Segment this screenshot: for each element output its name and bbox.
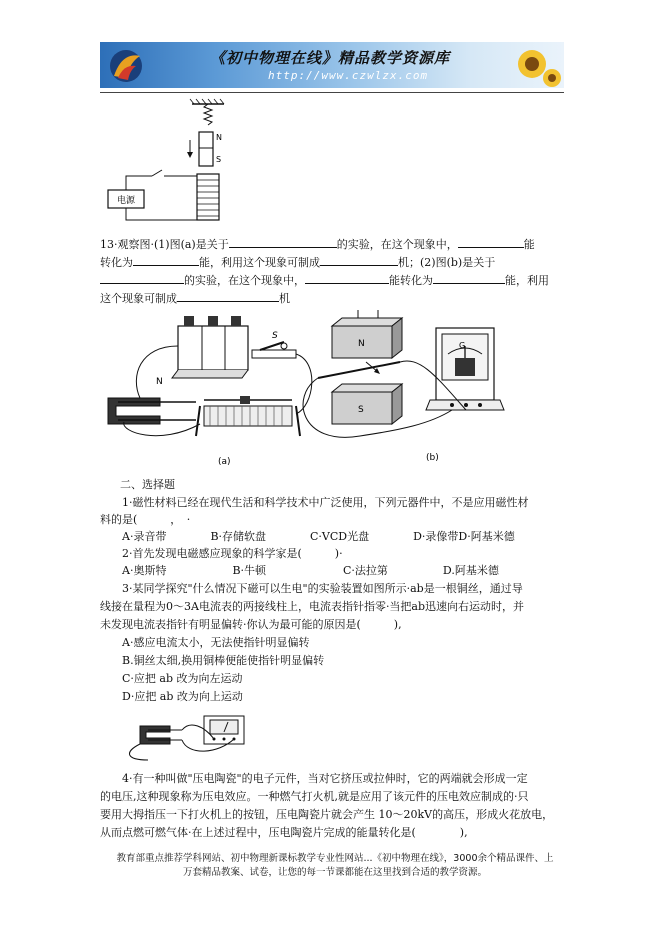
q3-line3: 未发现电流表指针有明显偏转·你认为最可能的原因是( ), (100, 618, 402, 631)
footer-line1: 教育部重点推荐学科网站、初中物理新课标教学专业性网站...《初中物理在线》，3000余个精品课件、上 (116, 853, 554, 864)
q4-line1: 4·有一种叫做"压电陶瓷"的电子元件，当对它挤压或拉伸时，它的两端就会形成一定 (122, 772, 528, 785)
q4-line4: 从而点燃可燃气体·在上述过程中，压电陶瓷片完成的能量转化是( ), (100, 826, 468, 839)
galvanometer-icon (426, 328, 504, 410)
page-footer (100, 852, 570, 880)
q3-option-b: B.铜丝太细,换用铜棒便能使指针明显偏转 (122, 654, 325, 667)
magnet-block-n-icon (332, 318, 402, 358)
q3-option-c: C·应把 ab 改为向左运动 (122, 672, 243, 685)
figure-q3-apparatus (118, 708, 258, 766)
magnet-a-n-label: N (156, 377, 163, 387)
magnet-s-label: S (216, 155, 222, 164)
switch-s-label: S (272, 331, 278, 341)
q3-line2: 线接在量程为0～3A电流表的两接线柱上，电流表指针指零·当把ab迅速向右运动时，并 (100, 600, 525, 613)
q13-line3: 的实验，在这个现象中， 能转化为 能，利用 (100, 272, 549, 288)
banner-title: 《初中物理在线》精品教学资源库 (210, 49, 451, 67)
rheostat-icon (196, 396, 300, 436)
q4-line2: 的电压,这种现象称为压电效应。一种燃气打火机,就是应用了该元件的压电效应制成的·只 (100, 790, 529, 803)
q3-option-a: A·感应电流太小，无法使指针明显偏转 (122, 636, 310, 649)
section-heading: 二、选择题 (120, 478, 175, 491)
battery-icon (172, 316, 248, 378)
q3-option-d: D·应把 ab 改为向上运动 (122, 690, 243, 703)
u-magnet-icon (108, 377, 196, 424)
figure-coil-magnet (100, 96, 230, 226)
q13-line2: 转化为 能，利用这个现象可制成 机；(2)图(b)是关于 (100, 256, 496, 269)
q13-line4: 这个现象可制成 机 (100, 292, 290, 305)
header-banner (100, 42, 564, 88)
footer-line2: 万套精品教案、试卷，让您的每一节课都能在这里找到合适的教学资源。 (182, 867, 487, 878)
q1-line2: 料的是( ， · (100, 513, 191, 526)
galvanometer-g-label: G (459, 341, 466, 350)
header-divider (100, 92, 564, 93)
figure-a-b (100, 306, 520, 472)
caption-b: (b) (426, 453, 439, 463)
q2-options: A·奥斯特 B·牛顿 C·法拉第 D.阿基米德 (122, 564, 499, 577)
magnet-n-label: N (216, 133, 222, 142)
q1-options: A·录音带 B·存储软盘 C·VCD光盘 D·录像带D·阿基米德 (122, 530, 515, 543)
caption-a: (a) (218, 457, 231, 467)
q13-line1: 13·观察图·(1)图(a)是关于 的实验，在这个现象中， 能 (100, 238, 535, 251)
magnet-b-n-label: N (358, 339, 365, 349)
banner-url: http://www.czwlzx.com (268, 69, 429, 82)
q2-text: 2·首先发现电磁感应现象的科学家是( )· (122, 547, 343, 560)
q1-line1: 1·磁性材料已经在现代生活和科学技术中广泛使用，下列元器件中，不是应用磁性材 (122, 496, 529, 509)
magnet-block-s-icon (332, 384, 402, 424)
power-supply-label: 电源 (116, 196, 136, 206)
magnet-b-s-label: S (358, 405, 364, 415)
q4-line3: 要用大拇指压一下打火机上的按钮，压电陶瓷片就会产生 10～20kV的高压，形成火花放电， (100, 808, 554, 821)
q3-line1: 3·某同学探究"什么情况下磁可以生电"的实验装置如图所示·ab是一根铜丝，通过导 (122, 582, 523, 595)
switch-icon (252, 331, 296, 358)
